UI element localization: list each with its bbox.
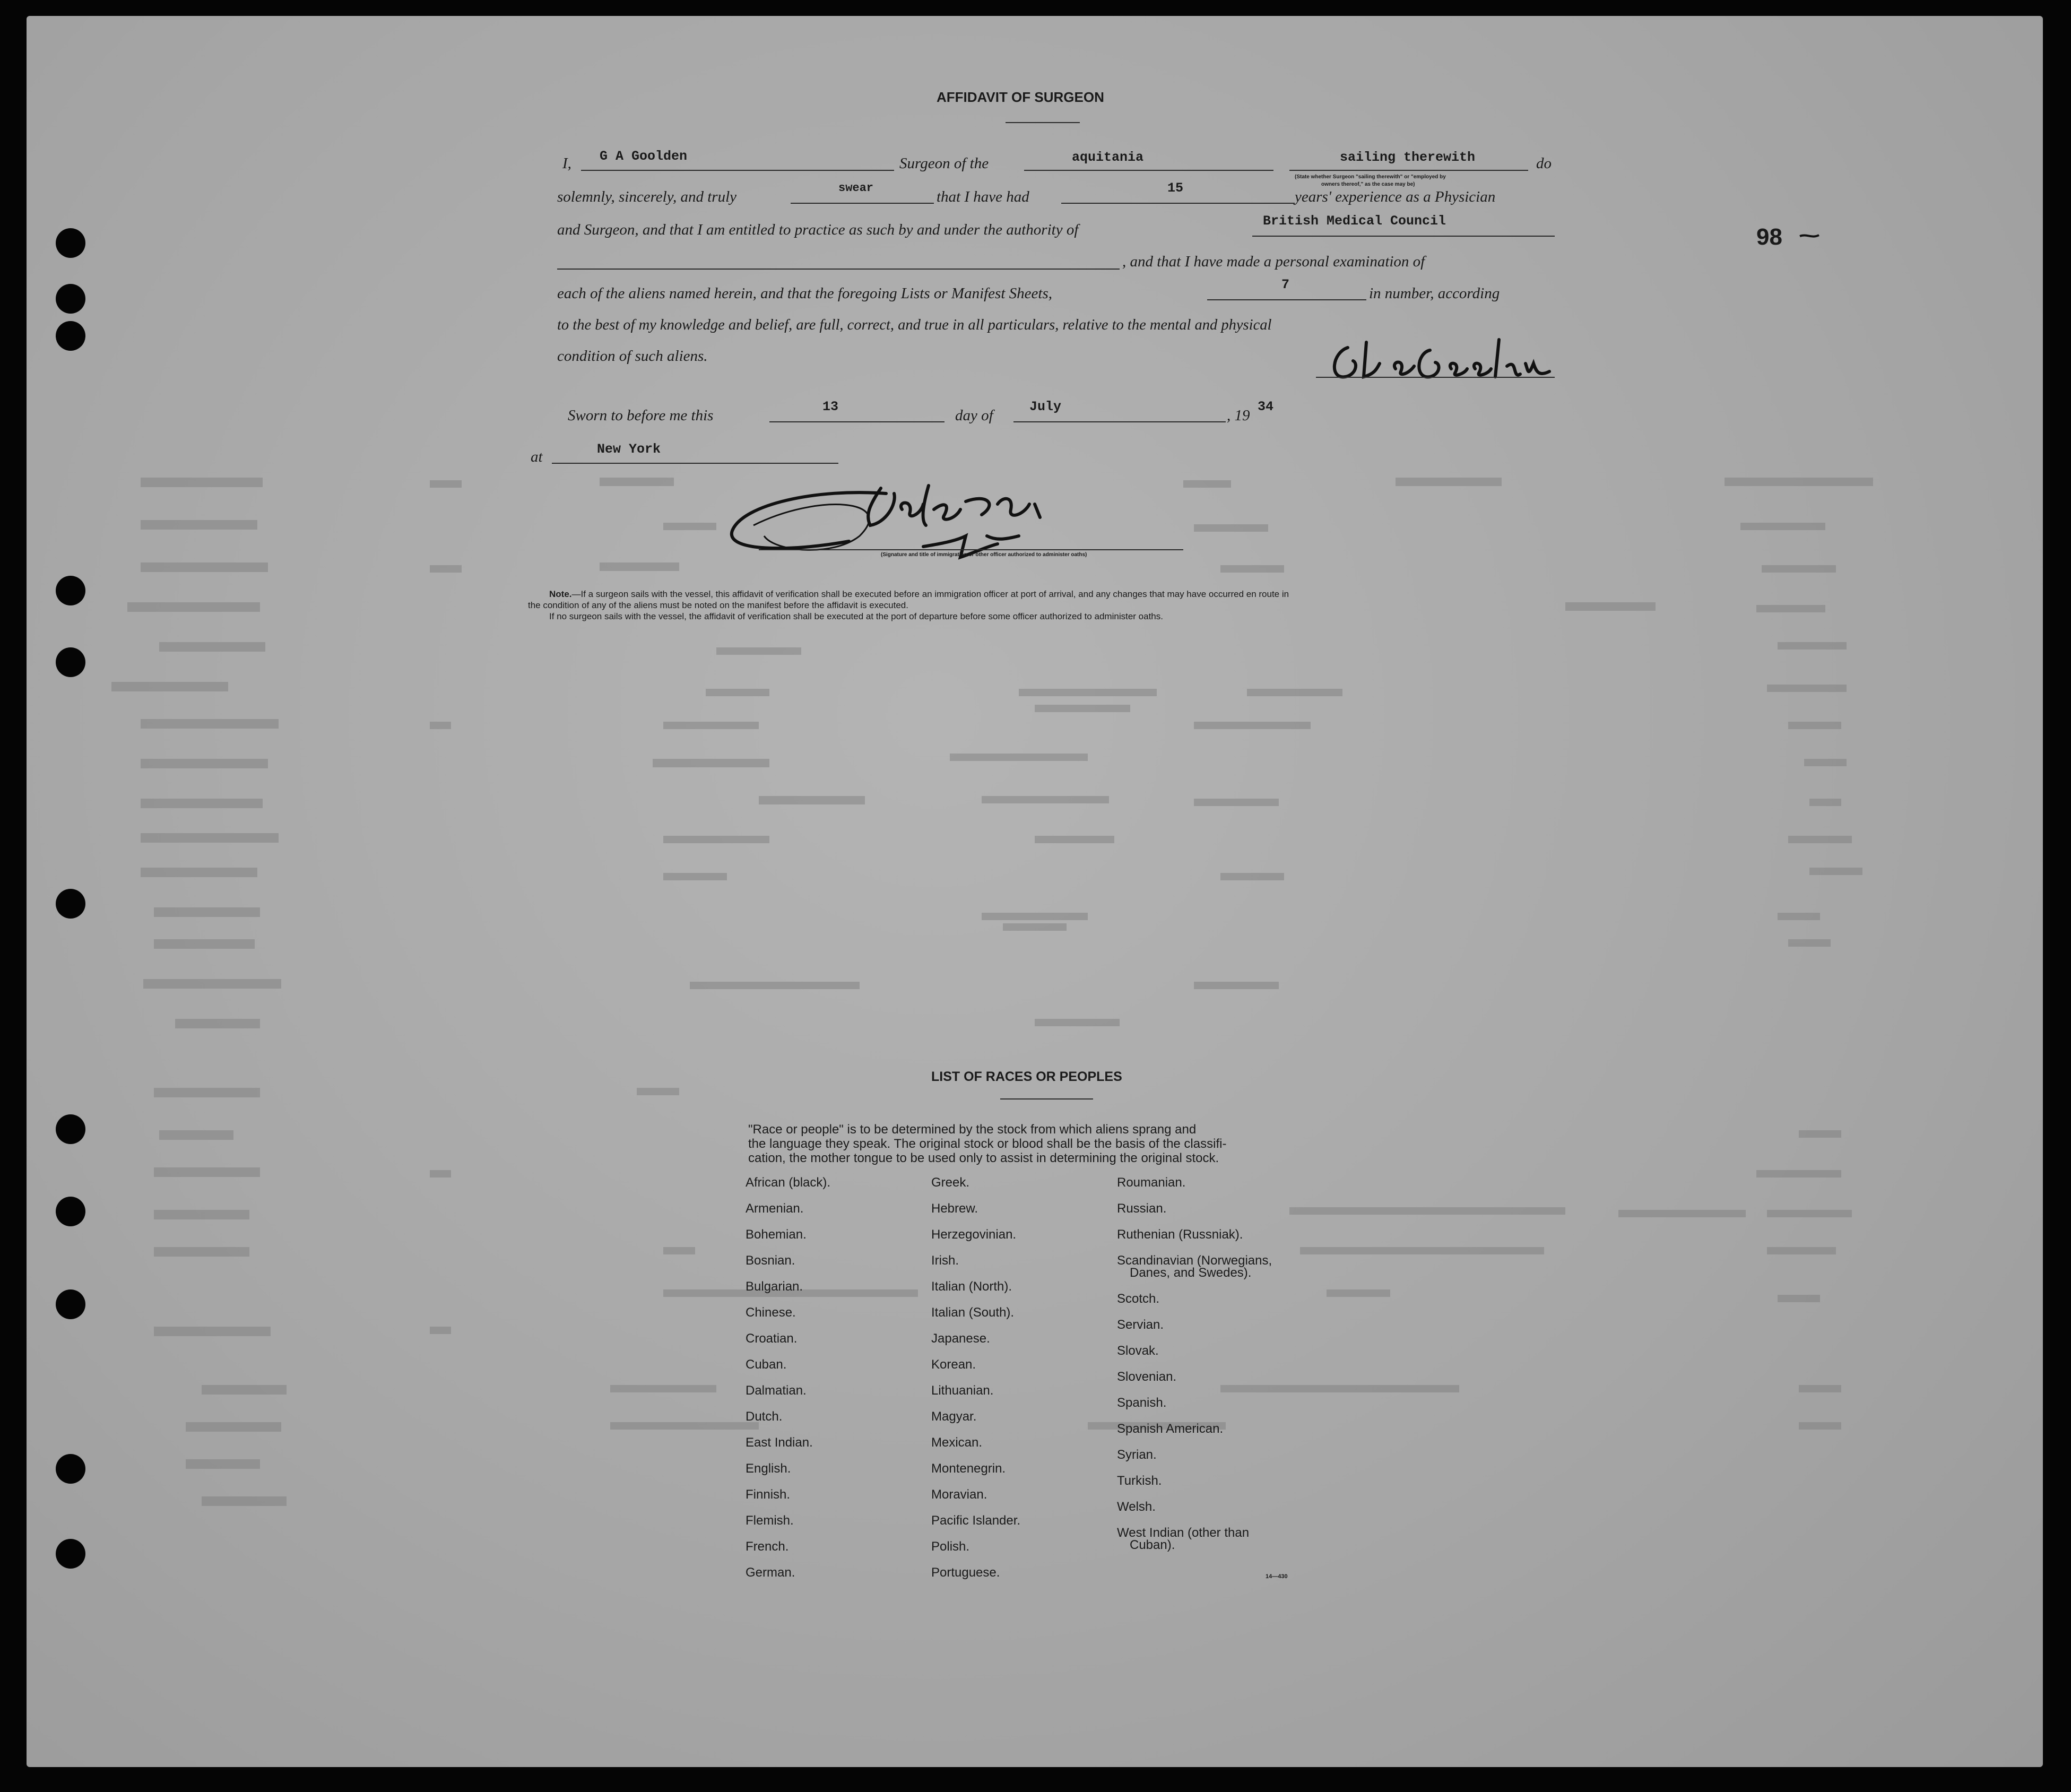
races-title: LIST OF RACES OR PEOPLES bbox=[931, 1069, 1122, 1084]
note-line-3: If no surgeon sails with the vessel, the affidavit of verification shall be executed at the port of departure before some officer authorized to administer oaths. bbox=[549, 611, 1163, 621]
race-item: Montenegrin. bbox=[931, 1461, 1006, 1476]
document-page bbox=[27, 16, 2043, 1767]
race-item: Italian (North). bbox=[931, 1279, 1012, 1294]
affidavit-l2-that: that I have had bbox=[937, 188, 1029, 205]
race-item: Slovenian. bbox=[1117, 1370, 1177, 1384]
year-prefix: , 19 bbox=[1227, 407, 1250, 424]
race-item: Cuban. bbox=[746, 1357, 787, 1372]
race-item: Greek. bbox=[931, 1175, 970, 1190]
races-para-2: the language they speak. The original stock or blood shall be the basis of the classifi- bbox=[748, 1137, 1227, 1151]
race-item: Dalmatian. bbox=[746, 1383, 807, 1398]
note-line-1 bbox=[549, 589, 1289, 600]
race-item: Flemish. bbox=[746, 1513, 794, 1528]
sworn-month-value: July bbox=[1029, 399, 1062, 414]
race-item: Chinese. bbox=[746, 1305, 796, 1320]
at-text: at bbox=[531, 448, 543, 465]
race-item: Portuguese. bbox=[931, 1565, 1000, 1580]
status-note-2: owners thereof," as the case may be) bbox=[1321, 181, 1415, 187]
race-item: Japanese. bbox=[931, 1331, 990, 1346]
races-para-1: "Race or people" is to be determined by the stock from which aliens sprang and bbox=[748, 1122, 1197, 1137]
race-item: French. bbox=[746, 1539, 789, 1554]
race-item: Turkish. bbox=[1117, 1474, 1162, 1488]
affidavit-l2-years: years' experience as a Physician bbox=[1295, 188, 1496, 205]
race-item: Polish. bbox=[931, 1539, 970, 1554]
officer-signature bbox=[711, 472, 1125, 578]
affidavit-l3: and Surgeon, and that I am entitled to practice as such by and under the authority of bbox=[557, 221, 1079, 238]
race-item: German. bbox=[746, 1565, 795, 1580]
affidavit-l1-i: I, bbox=[562, 155, 571, 172]
race-item: Armenian. bbox=[746, 1201, 804, 1216]
note-line-1-text: —If a surgeon sails with the vessel, this affidavit of verification shall be executed before an immigration officer at port of arrival, and any changes that may have occurred en route in bbox=[571, 589, 1289, 599]
race-item: Spanish American. bbox=[1117, 1422, 1224, 1436]
page-number: 98 bbox=[1756, 224, 1782, 250]
authority-value: British Medical Council bbox=[1263, 213, 1446, 229]
sheets-line bbox=[1207, 299, 1366, 300]
oath-line bbox=[791, 203, 934, 204]
oath-value: swear bbox=[838, 181, 874, 195]
affidavit-l1-do: do bbox=[1536, 155, 1552, 172]
race-item: Slovak. bbox=[1117, 1344, 1159, 1358]
surgeon-signature-line bbox=[1316, 377, 1555, 378]
race-item: Roumanian. bbox=[1117, 1175, 1186, 1190]
note-line-2: the condition of any of the aliens must be noted on the manifest before the affidavit is executed. bbox=[528, 600, 908, 610]
affidavit-l5: each of the aliens named herein, and that the foregoing Lists or Manifest Sheets, bbox=[557, 285, 1052, 302]
authority-line bbox=[1252, 236, 1555, 237]
years-value: 15 bbox=[1167, 180, 1184, 196]
surgeon-name-line bbox=[581, 170, 894, 171]
race-item: Lithuanian. bbox=[931, 1383, 994, 1398]
vessel-name-value: aquitania bbox=[1072, 150, 1144, 165]
vessel-name-line bbox=[1024, 170, 1273, 171]
form-number: 14—430 bbox=[1266, 1573, 1288, 1580]
race-item: East Indian. bbox=[746, 1435, 813, 1450]
race-item: Bulgarian. bbox=[746, 1279, 803, 1294]
affidavit-l7: condition of such aliens. bbox=[557, 348, 708, 365]
surgeon-name-value: G A Goolden bbox=[600, 149, 688, 164]
sheets-value: 7 bbox=[1281, 277, 1290, 292]
day-of-text: day of bbox=[955, 407, 993, 424]
location-line bbox=[552, 463, 838, 464]
race-item: Pacific Islander. bbox=[931, 1513, 1021, 1528]
race-item: Scotch. bbox=[1117, 1292, 1160, 1306]
status-note-1: (State whether Surgeon "sailing therewith" or "employed by bbox=[1295, 174, 1446, 180]
note-label: Note. bbox=[549, 589, 572, 599]
surgeon-signature bbox=[1316, 332, 1555, 395]
race-item: Dutch. bbox=[746, 1409, 783, 1424]
race-item: Scandinavian (Norwegians, bbox=[1117, 1253, 1272, 1268]
race-item: Danes, and Swedes). bbox=[1130, 1266, 1252, 1280]
race-item: English. bbox=[746, 1461, 791, 1476]
race-item: Korean. bbox=[931, 1357, 976, 1372]
sailing-status-value: sailing therewith bbox=[1340, 150, 1476, 165]
affidavit-l5-end: in number, according bbox=[1369, 285, 1500, 302]
bleed-through-texture bbox=[27, 16, 2043, 1767]
races-title-rule bbox=[1000, 1098, 1093, 1100]
title-rule bbox=[1006, 122, 1080, 123]
officer-caption: (Signature and title of immigration or other officer authorized to administer oaths) bbox=[881, 552, 1087, 558]
sworn-day-value: 13 bbox=[822, 399, 839, 414]
affidavit-l2-solemnly: solemnly, sincerely, and truly bbox=[557, 188, 737, 205]
race-item: Welsh. bbox=[1117, 1500, 1156, 1514]
officer-signature-line bbox=[759, 549, 1183, 550]
affidavit-l6: to the best of my knowledge and belief, are full, correct, and true in all particulars, relative to the mental and physical bbox=[557, 317, 1272, 333]
race-item: Magyar. bbox=[931, 1409, 977, 1424]
races-para-3: cation, the mother tongue to be used only to assist in determining the original stock. bbox=[748, 1151, 1219, 1165]
race-item: Mexican. bbox=[931, 1435, 983, 1450]
race-item: Servian. bbox=[1117, 1318, 1164, 1332]
page-number-dash bbox=[1799, 231, 1820, 241]
affidavit-l4: , and that I have made a personal examination of bbox=[1122, 253, 1425, 270]
race-item: Bosnian. bbox=[746, 1253, 795, 1268]
race-item: West Indian (other than bbox=[1117, 1526, 1250, 1540]
authority-line-2 bbox=[557, 269, 1120, 270]
race-item: Herzegovinian. bbox=[931, 1227, 1017, 1242]
affidavit-l1-surgeon-of: Surgeon of the bbox=[899, 155, 989, 172]
sailing-status-line bbox=[1289, 170, 1528, 171]
race-item: African (black). bbox=[746, 1175, 831, 1190]
race-item: Finnish. bbox=[746, 1487, 791, 1502]
race-item: Cuban). bbox=[1130, 1538, 1175, 1552]
affidavit-title: AFFIDAVIT OF SURGEON bbox=[937, 89, 1104, 105]
race-item: Spanish. bbox=[1117, 1396, 1167, 1410]
location-value: New York bbox=[597, 441, 661, 457]
race-item: Russian. bbox=[1117, 1201, 1167, 1216]
sworn-text: Sworn to before me this bbox=[568, 407, 714, 424]
race-item: Irish. bbox=[931, 1253, 959, 1268]
race-item: Hebrew. bbox=[931, 1201, 978, 1216]
years-line bbox=[1061, 203, 1295, 204]
race-item: Ruthenian (Russniak). bbox=[1117, 1227, 1243, 1242]
race-item: Syrian. bbox=[1117, 1448, 1157, 1462]
year-suffix-value: 34 bbox=[1258, 399, 1274, 414]
sworn-month-line bbox=[1013, 421, 1226, 422]
race-item: Croatian. bbox=[746, 1331, 798, 1346]
race-item: Italian (South). bbox=[931, 1305, 1015, 1320]
race-item: Moravian. bbox=[931, 1487, 987, 1502]
sworn-day-line bbox=[769, 421, 944, 422]
race-item: Bohemian. bbox=[746, 1227, 807, 1242]
